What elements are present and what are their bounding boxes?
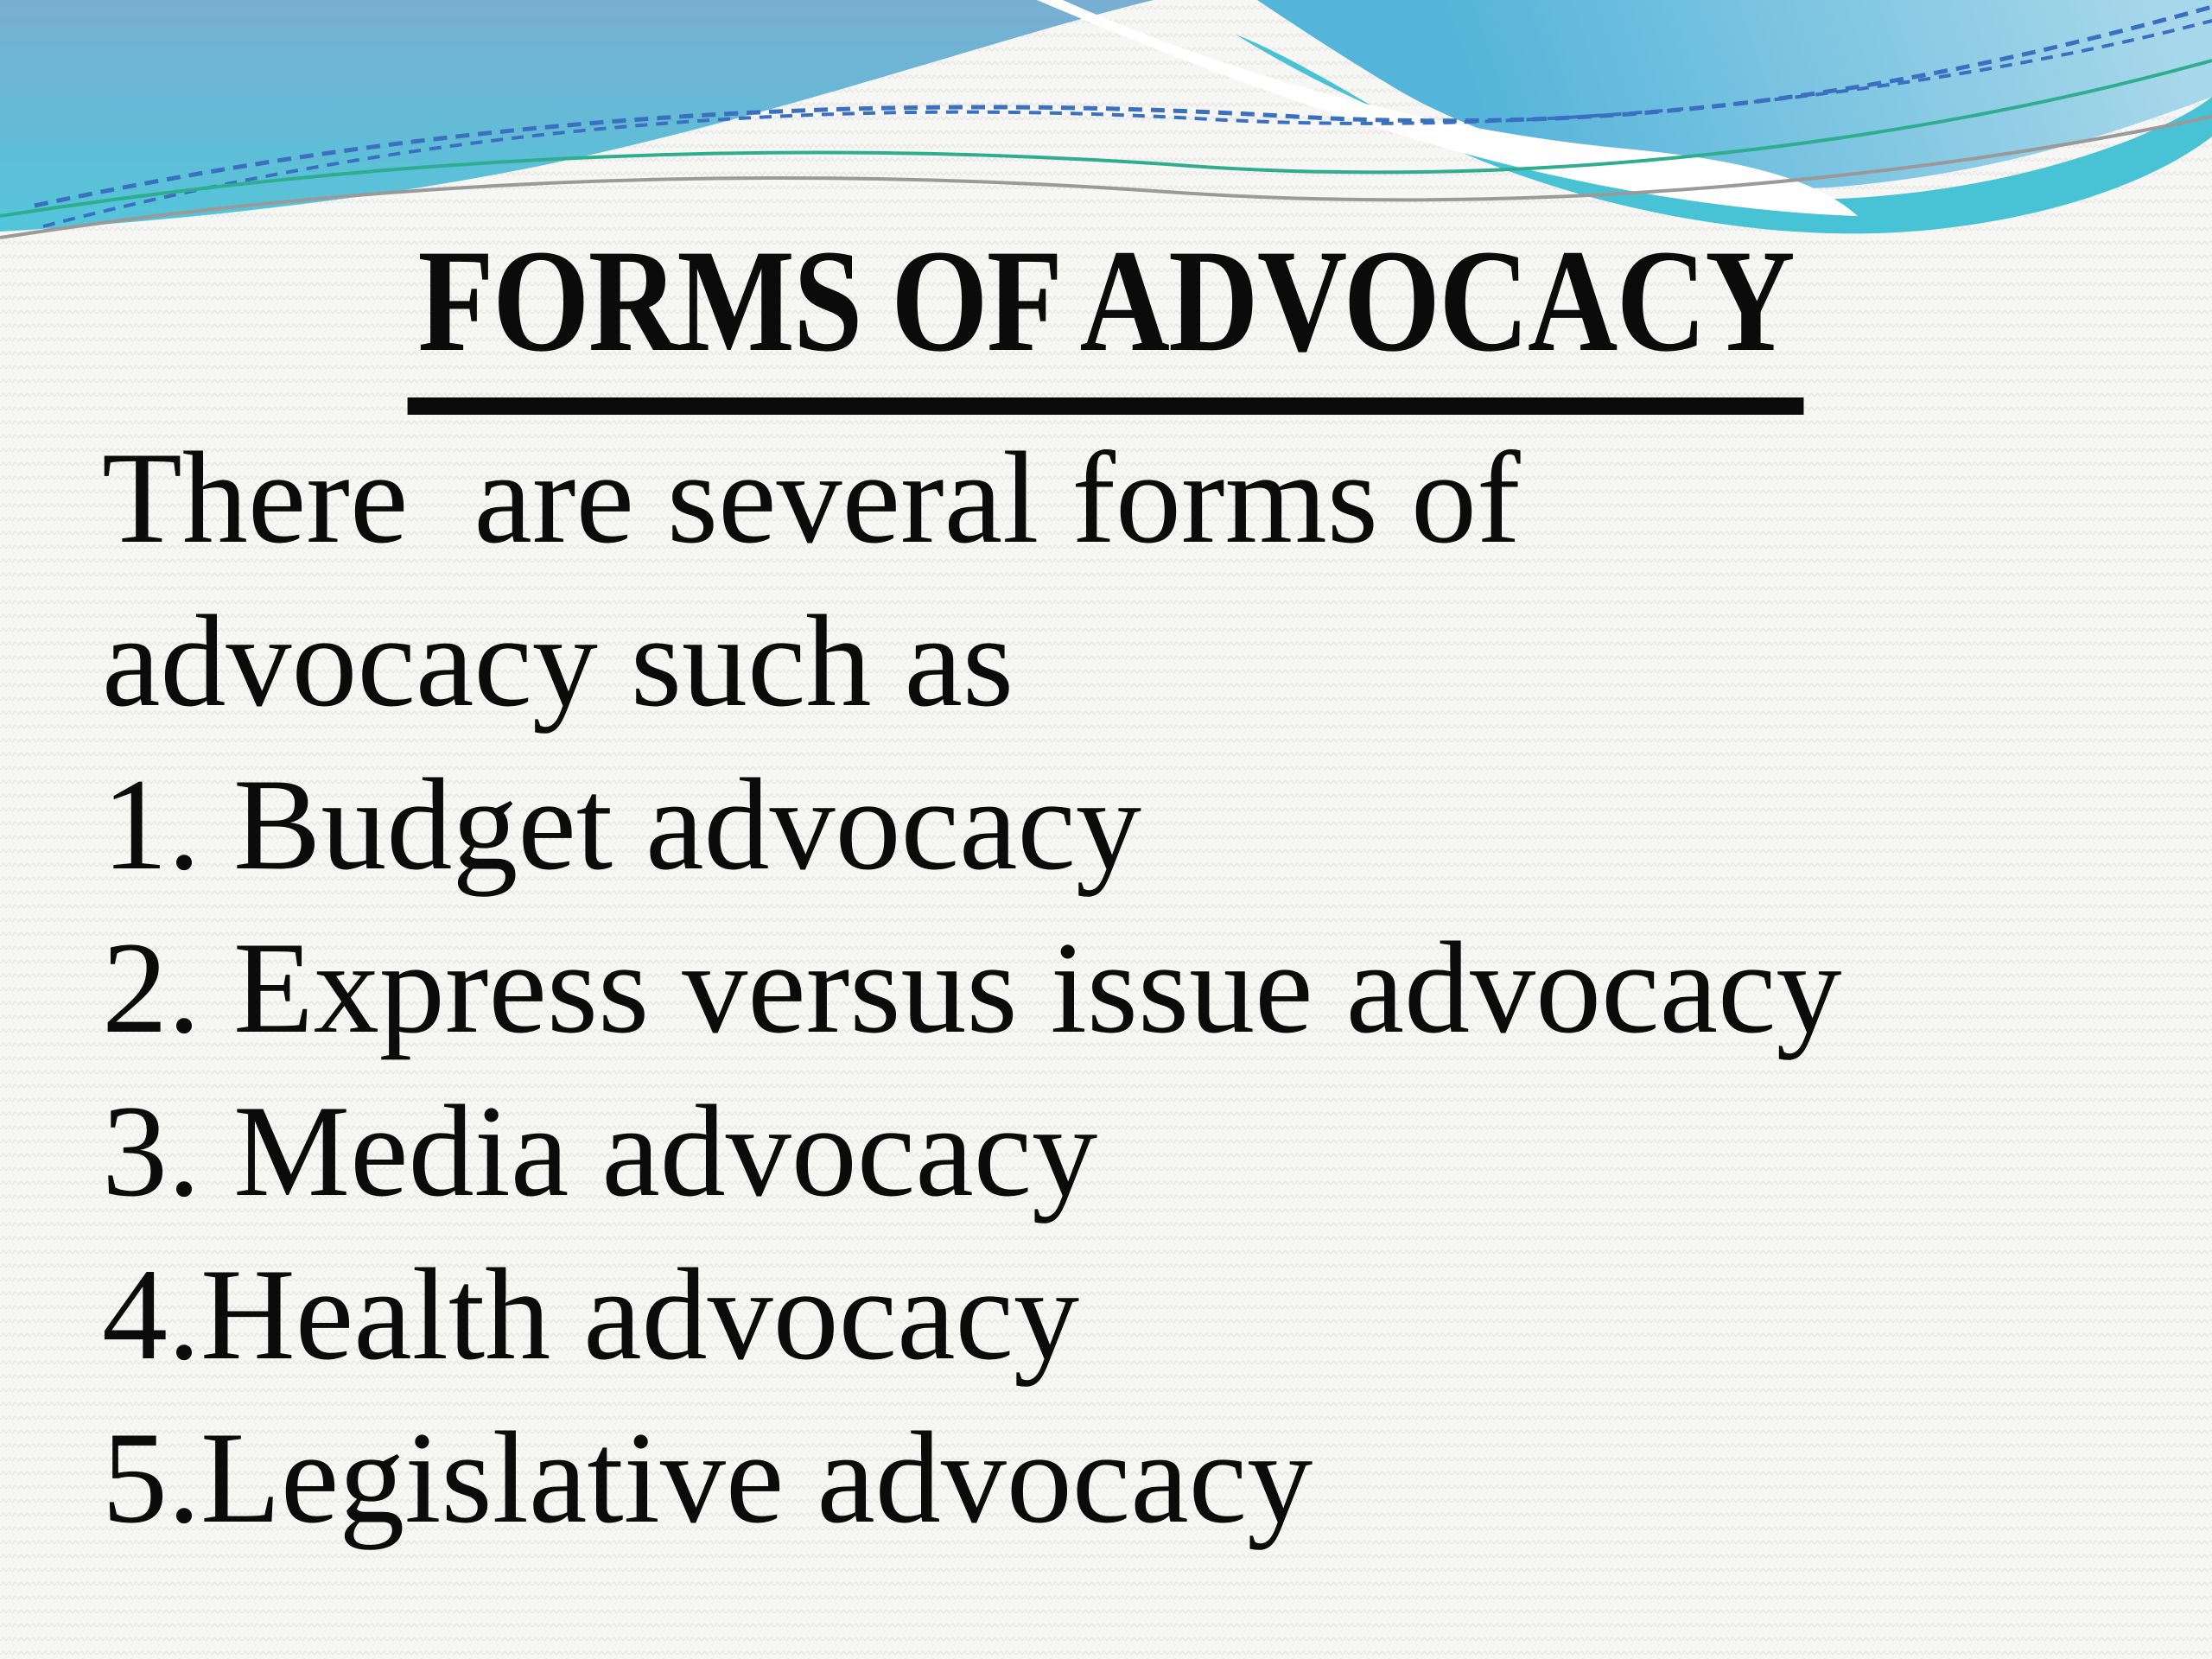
list-item-health-advocacy: 4.Health advocacy — [102, 1242, 1080, 1387]
intro-line-1: There are several forms of — [102, 425, 1521, 570]
list-item-express-versus-issue-advocacy: 2. Express versus issue advocacy — [102, 915, 1842, 1060]
list-item-budget-advocacy: 1. Budget advocacy — [102, 752, 1141, 897]
title-block — [0, 213, 2212, 415]
list-item-media-advocacy: 3. Media advocacy — [102, 1078, 1098, 1224]
slide-body — [0, 416, 2212, 1560]
list-item-legislative-advocacy: 5.Legislative advocacy — [102, 1405, 1313, 1550]
intro-line-2: advocacy such as — [102, 588, 1014, 734]
slide-title: FORMS OF ADVOCACY — [408, 213, 1804, 415]
